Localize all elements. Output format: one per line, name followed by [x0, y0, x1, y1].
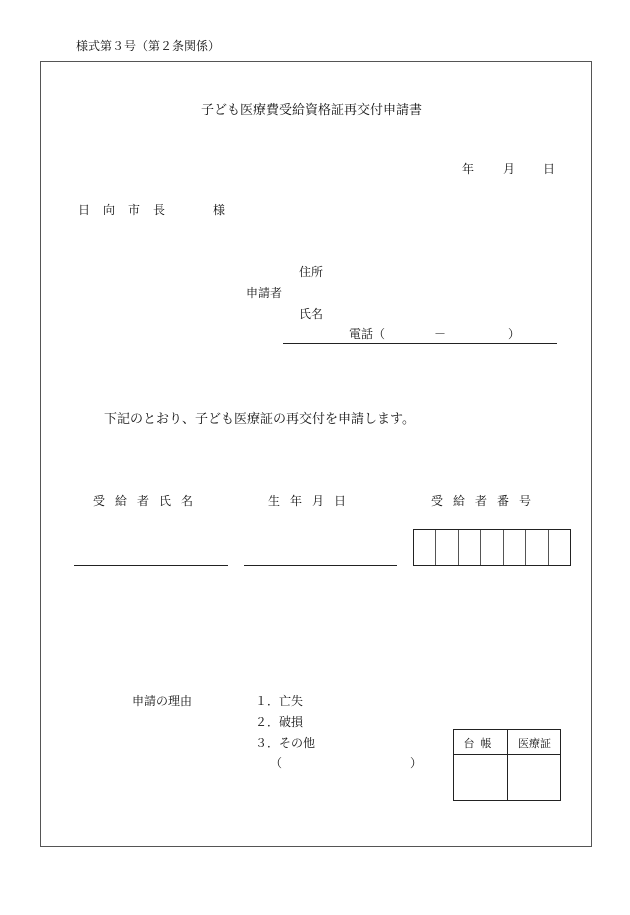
date-day-label: 日 — [543, 162, 556, 176]
applicant-label: 申請者 — [246, 286, 283, 300]
form-title: 子ども医療費受給資格証再交付申請書 — [201, 103, 423, 118]
number-box — [504, 530, 526, 565]
office-use-box — [453, 729, 561, 801]
ledger-header: 台帳 — [463, 737, 498, 750]
applicant-underline — [283, 343, 557, 344]
number-box — [414, 530, 436, 565]
statement-text: 下記のとおり、子ども医療証の再交付を申請します。 — [104, 412, 415, 427]
reason-label: 申請の理由 — [132, 694, 193, 708]
medical-card-header: 医療証 — [518, 737, 551, 750]
phone-dash: － — [434, 327, 447, 341]
reason-option-lost: １．亡失 — [255, 694, 304, 708]
recipient-number-header: 受給者番号 — [431, 494, 542, 508]
recipient-name-line — [74, 565, 228, 566]
number-box — [549, 530, 570, 565]
phone-close: ） — [508, 327, 521, 341]
recipient-number-boxes — [413, 529, 571, 566]
number-box — [481, 530, 503, 565]
number-box — [459, 530, 481, 565]
birth-date-header: 生年月日 — [268, 494, 357, 508]
number-box — [436, 530, 458, 565]
addressee-honorific: 様 — [213, 203, 226, 217]
date-year-label: 年 — [462, 162, 475, 176]
phone-label: 電話（ — [349, 327, 386, 341]
applicant-address-label: 住所 — [299, 265, 324, 279]
applicant-name-label: 氏名 — [299, 307, 324, 321]
reason-option-damaged: ２．破損 — [255, 715, 304, 729]
form-number: 様式第３号（第２条関係） — [76, 39, 221, 53]
date-month-label: 月 — [503, 162, 516, 176]
other-paren-close: ） — [410, 756, 423, 770]
reason-option-other: ３．その他 — [255, 736, 316, 750]
birth-date-line — [244, 565, 397, 566]
other-paren-open: （ — [270, 756, 283, 770]
number-box — [526, 530, 548, 565]
addressee-name: 日向市長 — [78, 203, 179, 217]
recipient-name-header: 受給者氏名 — [93, 494, 204, 508]
